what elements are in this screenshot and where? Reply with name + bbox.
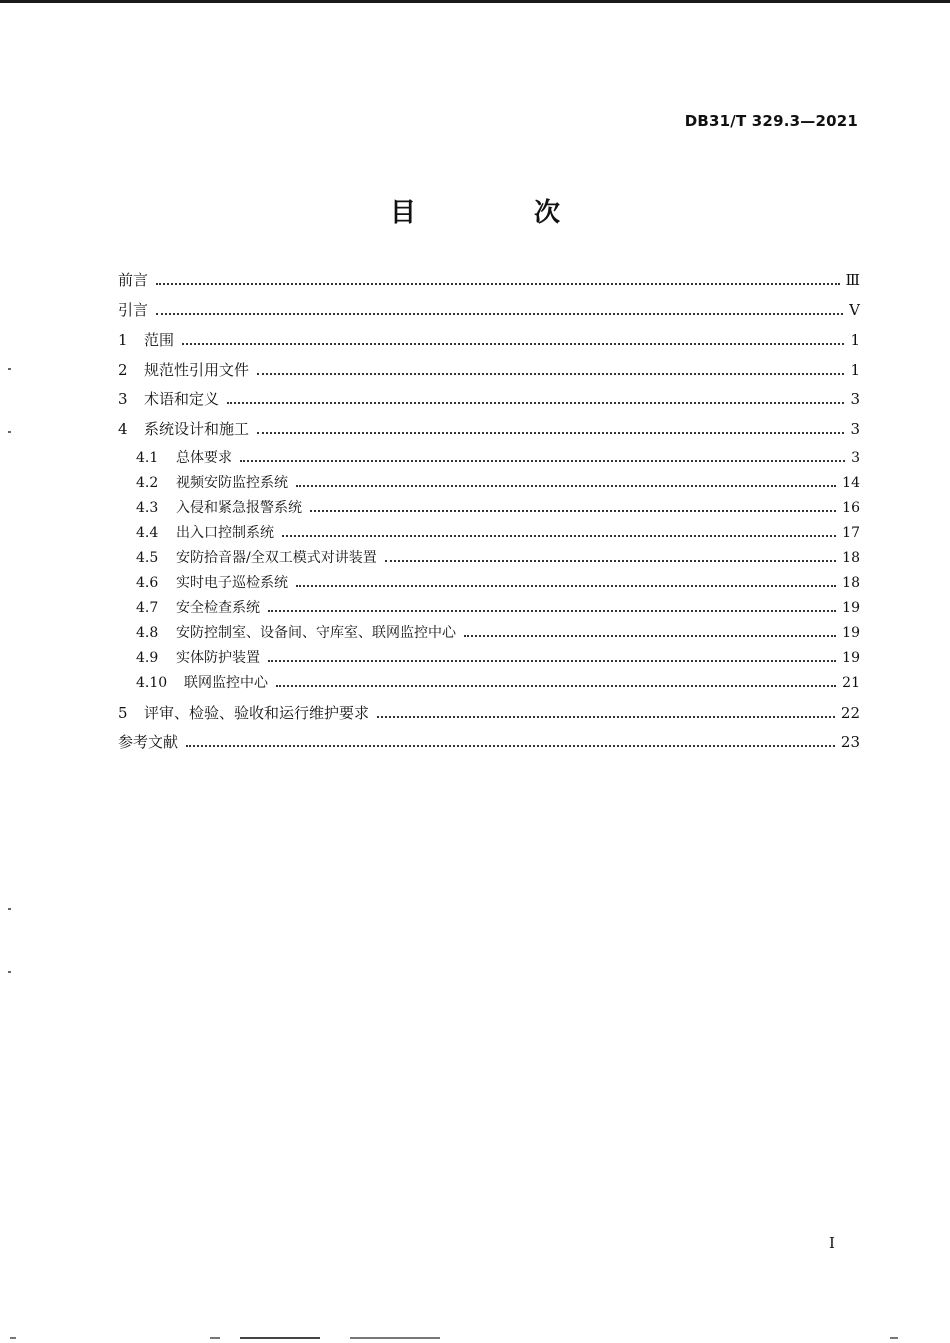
toc-entry-text: 安防控制室、设备间、守库室、联网监控中心: [176, 625, 456, 641]
toc-entry-page: 18: [842, 575, 860, 591]
dot-leader: [257, 431, 844, 434]
toc-entry-number: 4.3: [136, 500, 159, 516]
toc-entry-text: 安防拾音器/全双工模式对讲装置: [176, 550, 377, 566]
toc-entry-4-9[interactable]: [136, 646, 860, 670]
toc-entry-page: 19: [842, 625, 860, 641]
toc-entry-4-2[interactable]: [136, 471, 860, 495]
toc-entry-page: 1: [850, 361, 860, 379]
toc-entry-text: 引言: [118, 301, 149, 319]
toc-entry-page: 16: [842, 500, 860, 516]
toc-entry-5[interactable]: [118, 701, 860, 725]
toc-entry-number: 1: [118, 331, 128, 349]
top-border-rule: [0, 0, 950, 3]
toc-entry-number: 4.7: [136, 600, 159, 616]
toc-entry-text: 入侵和紧急报警系统: [176, 500, 302, 516]
toc-entry-page: 3: [850, 420, 860, 438]
toc-entry-page: 1: [850, 331, 860, 349]
scan-edge-mark: [890, 1337, 898, 1339]
toc-entry-text: 视频安防监控系统: [176, 475, 288, 491]
footer-page-number: I: [829, 1234, 835, 1252]
toc-entry-page: 3: [850, 390, 860, 408]
dot-leader: [385, 559, 836, 562]
toc-entry-text: 安全检查系统: [176, 600, 260, 616]
toc-entry-number: 3: [118, 390, 128, 408]
toc-entry-number: 4.1: [136, 450, 159, 466]
toc-entry-introduction[interactable]: [118, 298, 860, 322]
toc-entry-4-3[interactable]: [136, 496, 860, 520]
toc-entry-number: 4: [118, 420, 128, 438]
toc-entry-text: 出入口控制系统: [176, 525, 274, 541]
toc-entry-page: 21: [842, 675, 860, 691]
toc-entry-page: 17: [842, 525, 860, 541]
toc-entry-4-8[interactable]: [136, 621, 860, 645]
scan-edge-mark: [210, 1337, 220, 1339]
toc-entry-text: 前言: [118, 271, 149, 289]
dot-leader: [377, 715, 835, 718]
toc-entry-text: 联网监控中心: [184, 675, 268, 691]
dot-leader: [268, 659, 836, 662]
toc-entry-4-4[interactable]: [136, 521, 860, 545]
toc-title: 目 次: [389, 198, 606, 228]
toc-entry-references[interactable]: [118, 730, 860, 754]
toc-entry-4-6[interactable]: [136, 571, 860, 595]
dot-leader: [156, 282, 840, 285]
toc-entry-page: Ⅴ: [849, 301, 860, 319]
toc-entry-2[interactable]: [118, 358, 860, 382]
toc-entry-page: 3: [851, 450, 860, 466]
dot-leader: [310, 509, 836, 512]
dot-leader: [240, 459, 845, 462]
toc-entry-page: Ⅲ: [845, 271, 860, 289]
toc-entry-3[interactable]: [118, 387, 860, 411]
toc-entry-page: 14: [842, 475, 860, 491]
toc-entry-number: 4.9: [136, 650, 159, 666]
toc-entry-1[interactable]: [118, 328, 860, 352]
dot-leader: [227, 401, 844, 404]
toc-entry-text: 术语和定义: [144, 390, 220, 408]
dot-leader: [156, 312, 843, 315]
toc-entry-page: 18: [842, 550, 860, 566]
scan-margin-mark: [8, 908, 11, 910]
toc-entry-text: 实时电子巡检系统: [176, 575, 288, 591]
toc-entry-number: 4.4: [136, 525, 159, 541]
dot-leader: [268, 609, 836, 612]
toc-entry-number: 4.5: [136, 550, 159, 566]
toc-entry-4-10[interactable]: [136, 671, 860, 695]
dot-leader: [464, 634, 836, 637]
toc-entry-4[interactable]: [118, 417, 860, 441]
toc-entry-page: 23: [840, 733, 860, 751]
dot-leader: [257, 372, 844, 375]
scan-margin-mark: [8, 431, 11, 433]
scan-margin-mark: [8, 971, 11, 973]
toc-entry-number: 4.6: [136, 575, 159, 591]
dot-leader: [276, 684, 836, 687]
toc-entry-page: 22: [840, 704, 860, 722]
dot-leader: [182, 342, 844, 345]
toc-entry-4-1[interactable]: [136, 446, 860, 470]
scan-margin-mark: [8, 368, 11, 370]
toc-entry-text: 参考文献: [118, 733, 179, 751]
dot-leader: [296, 484, 836, 487]
toc-entry-text: 总体要求: [176, 450, 232, 466]
toc-entry-text: 评审、检验、验收和运行维护要求: [144, 704, 370, 722]
toc-entry-text: 规范性引用文件: [144, 361, 250, 379]
scan-edge-mark: [350, 1337, 440, 1339]
document-code: DB31/T 329.3—2021: [684, 112, 858, 130]
dot-leader: [296, 584, 836, 587]
toc-entry-number: 2: [118, 361, 128, 379]
toc-entry-text: 实体防护装置: [176, 650, 260, 666]
toc-entry-number: 5: [118, 704, 128, 722]
toc-entry-number: 4.2: [136, 475, 159, 491]
toc-entry-page: 19: [842, 650, 860, 666]
toc-entry-page: 19: [842, 600, 860, 616]
scan-edge-mark: [10, 1337, 16, 1339]
scan-edge-mark: [240, 1337, 320, 1339]
toc-entry-4-5[interactable]: [136, 546, 860, 570]
dot-leader: [282, 534, 836, 537]
scan-bottom-edge: [0, 1333, 950, 1343]
dot-leader: [186, 744, 835, 747]
toc-entry-number: 4.8: [136, 625, 159, 641]
toc-entry-text: 系统设计和施工: [144, 420, 250, 438]
toc-entry-foreword[interactable]: [118, 268, 860, 292]
toc-entry-4-7[interactable]: [136, 596, 860, 620]
toc-entry-number: 4.10: [136, 675, 168, 691]
toc-entry-text: 范围: [144, 331, 175, 349]
